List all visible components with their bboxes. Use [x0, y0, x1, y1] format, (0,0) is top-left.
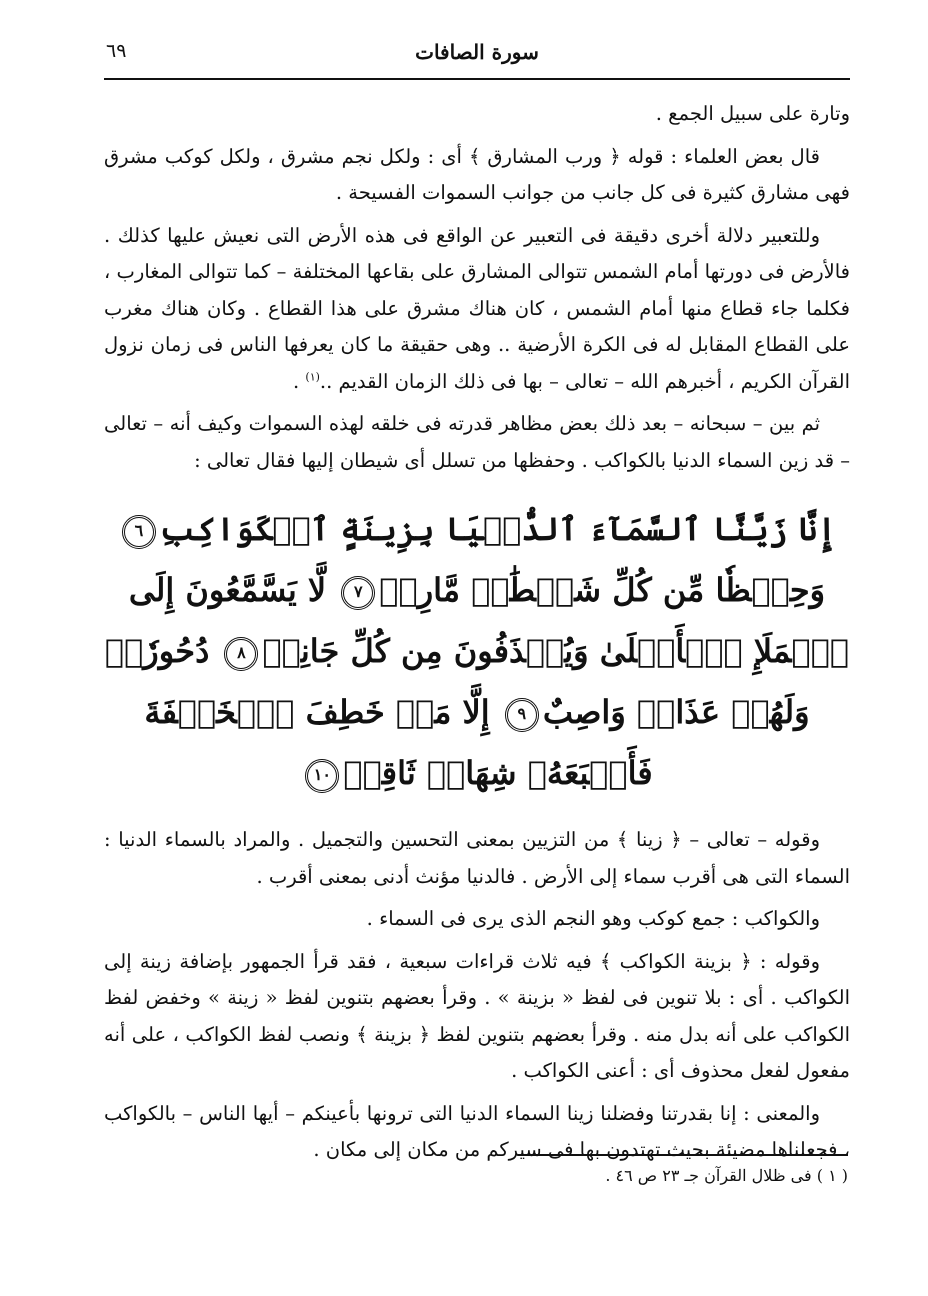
verse-text: وَحِفۡظٗا مِّن كُلِّ شَيۡطَٰنٖ مَّارِدٖ: [379, 571, 826, 609]
paragraph-1: وتارة على سبيل الجمع .: [655, 102, 850, 125]
ayah-number-marker: ٧: [341, 576, 375, 610]
verse-7: [337, 571, 825, 609]
ayah-number-marker: ٩: [505, 698, 539, 732]
paragraph-3: [104, 218, 850, 401]
paragraph-5: وقوله – تعالى – ﴿ زينا ﴾ من التزيين بمعنى التحسين والتجميل . والمراد بالسماء الدنيا : السماء التى هى أقرب سماء إلى الأرض . فالدنيا مؤنث أدنى بمعنى أقرب .: [104, 828, 850, 888]
paragraph-3-end: .: [292, 369, 300, 393]
ayah-number-marker: ٨: [224, 637, 258, 671]
ayah-number-marker: ٦: [122, 515, 156, 549]
page-header: [104, 34, 850, 80]
page-number: ٦٩: [106, 40, 127, 62]
footnote-divider: [518, 1154, 848, 1156]
page-body: [104, 96, 850, 1175]
footnote: ( ١ ) فى ظلال القرآن جـ ٢٣ ص ٤٦ .: [605, 1166, 848, 1185]
verse-text: إِلَّا مَنۡ خَطِفَ ٱلۡخَطۡفَةَ فَأَتۡبَعَهُۥ شِهَابٞ ثَاقِبٞ: [144, 693, 653, 792]
paragraph-7: وقوله : ﴿ بزينة الكواكب ﴾ فيه ثلاث قراءات سبعية ، فقد قرأ الجمهور بإضافة زينة إلى الكواكب . أى : بلا تنوين فى لفظ « بزينة » . وقرأ بعضهم بتنوين لفظ « زينة » وخفض لفظ الكواكب على أنه بدل منه . وقرأ بعضهم بتنوين لفظ ﴿ بزينة ﴾ ونصب لفظ الكواكب ، على أنه مفعول لفعل محذوف أى : أعنى الكواكب .: [104, 949, 850, 1082]
verse-text: دُحُورٗاۖ وَلَهُمۡ عَذَابٞ وَاصِبٌ: [104, 632, 810, 731]
paragraph-3-text: وللتعبير دلالة أخرى دقيقة فى التعبير عن الواقع فى هذه الأرض التى نعيش عليها كذلك . فالأرض فى دورتها أمام الشمس تتوالى المشارق على بقاعها المختلفة – كما تتوالى المغارب ، فكلما جاء قطاع منها أمام الشمس ، كان هناك مشرق على هذا القطاع . وكان هناك مغرب على القطاع المقابل له فى الكرة الأرضية .. وهى حقيقة ما كان يعرفها الناس فى زمان نزول القرآن الكريم ، أخبرهم الله – تعالى – بها فى ذلك الزمان القديم ..: [104, 223, 850, 393]
ayah-number-marker: ١٠: [305, 759, 339, 793]
paragraph-2: قال بعض العلماء : قوله ﴿ ورب المشارق ﴾ أى : ولكل نجم مشرق ، ولكل كوكب مشرق فهى مشارق كثيرة فى كل جانب من جوانب السموات الفسيحة .: [104, 144, 850, 204]
footnote-reference[interactable]: (١): [305, 370, 320, 383]
quran-verses: [104, 499, 850, 804]
page-title: سورة الصافات: [415, 40, 539, 64]
paragraph-6: والكواكب : جمع كوكب وهو النجم الذى يرى فى السماء .: [366, 907, 820, 930]
verse-6: [118, 510, 836, 548]
paragraph-4: ثم بين – سبحانه – بعد ذلك بعض مظاهر قدرته فى خلقه لهذه السموات وكيف أنه – تعالى – قد زين السماء الدنيا بالكواكب . وحفظها من تسلل أى شيطان إليها فقال تعالى :: [104, 412, 850, 472]
verse-text: لَّا يَسَّمَّعُونَ إِلَى ٱلۡمَلَإِ ٱلۡأَعۡلَىٰ وَيُقۡذَفُونَ مِن كُلِّ جَانِبٖ: [128, 571, 850, 670]
verse-text: إِنَّا زَيَّنَّا ٱلسَّمَآءَ ٱلدُّنۡيَا بِزِينَةٍ ٱلۡكَوَاكِبِ: [159, 510, 837, 548]
paragraph-8: والمعنى : إنا بقدرتنا وفضلنا زينا السماء الدنيا التى ترونها بأعينكم – أيها الناس – بالكواكب ، فجعلناها مضيئة بحيث تهتدون بها فى سيركم من مكان إلى مكان .: [104, 1101, 850, 1161]
